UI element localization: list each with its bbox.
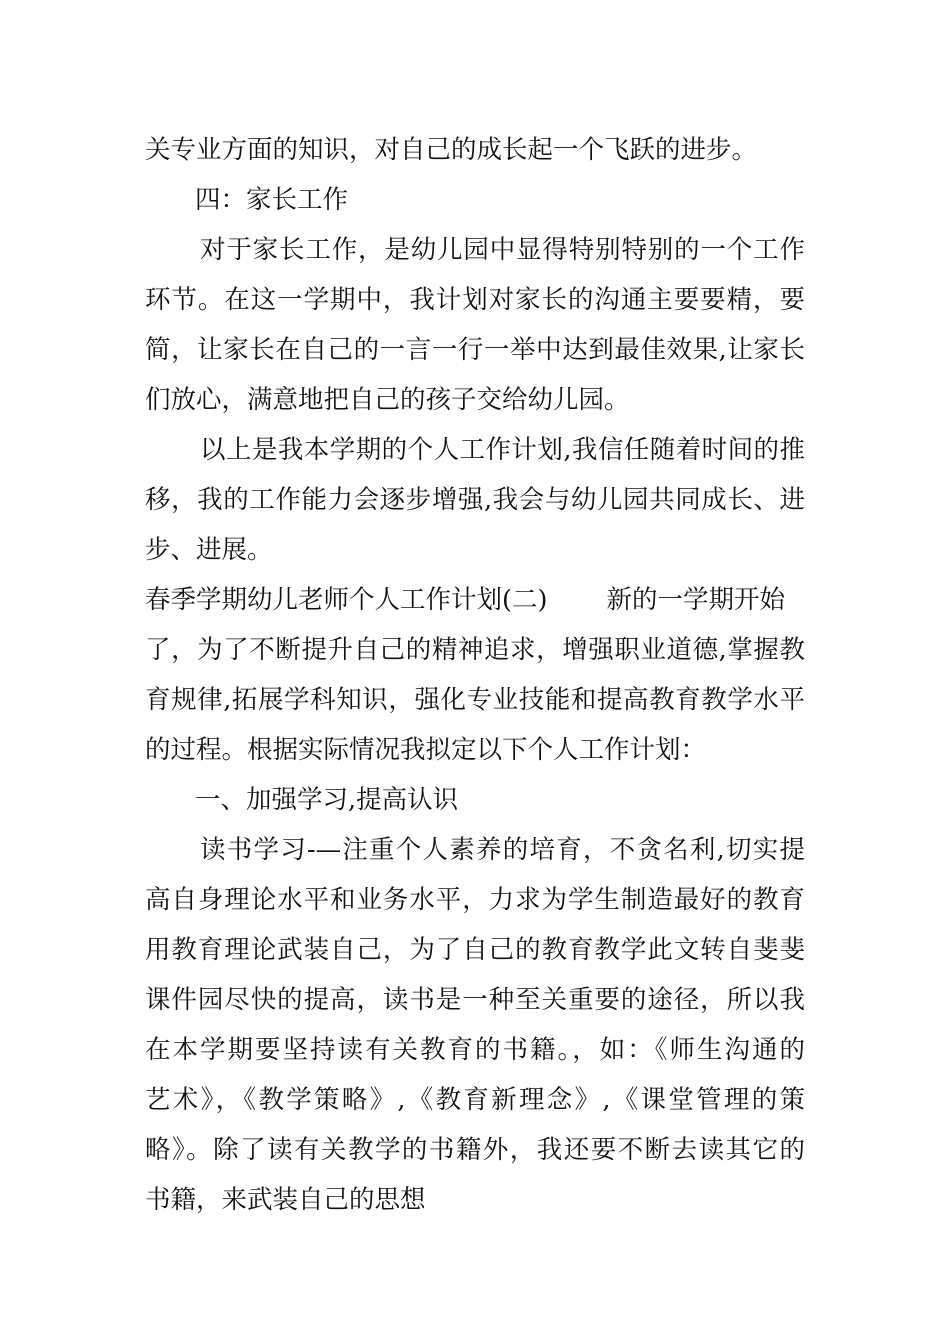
paragraph-line: 步、进展。 bbox=[145, 535, 273, 565]
paragraph-line: 关专业方面的知识，对自己的成长起一个飞跃的进步。 bbox=[145, 135, 758, 165]
document-title-line: 春季学期幼儿老师个人工作计划(二) 新的一学期开始 bbox=[145, 585, 786, 615]
paragraph-line: 高自身理论水平和业务水平，力求为学生制造最好的教育 bbox=[145, 885, 805, 915]
paragraph-line: 艺术》，《教学策略》,《教育新理念》,《课堂管理的策 bbox=[145, 1085, 805, 1115]
paragraph-line: 书籍，来武装自己的思想 bbox=[145, 1185, 426, 1215]
paragraph-line: 的过程。根据实际情况我拟定以下个人工作计划： bbox=[145, 735, 707, 765]
paragraph-line: 育规律,拓展学科知识，强化专业技能和提高教育教学水平 bbox=[145, 685, 805, 715]
paragraph-line: 用教育理论武装自己，为了自己的教育教学此文转自斐斐 bbox=[145, 935, 805, 965]
paragraph-line: 略》。除了读有关教学的书籍外，我还要不断去读其它的 bbox=[145, 1135, 805, 1165]
paragraph-line: 们放心，满意地把自己的孩子交给幼儿园。 bbox=[145, 385, 630, 415]
paragraph-line: 课件园尽快的提高，读书是一种至关重要的途径，所以我 bbox=[145, 985, 805, 1015]
paragraph-line: 移，我的工作能力会逐步增强,我会与幼儿园共同成长、进 bbox=[145, 485, 805, 515]
section-heading-study: 一、加强学习,提高认识 bbox=[195, 785, 459, 815]
paragraph-line: 读书学习-—注重个人素养的培育，不贪名利,切实提 bbox=[200, 835, 805, 865]
paragraph-line: 对于家长工作，是幼儿园中显得特别特别的一个工作 bbox=[200, 235, 805, 265]
section-heading-parent-work: 四：家长工作 bbox=[195, 185, 349, 215]
paragraph-line: 环节。在这一学期中，我计划对家长的沟通主要要精，要 bbox=[145, 285, 805, 315]
paragraph-line: 简，让家长在自己的一言一行一举中达到最佳效果,让家长 bbox=[145, 335, 805, 365]
paragraph-line: 以上是我本学期的个人工作计划,我信任随着时间的推 bbox=[200, 435, 805, 465]
paragraph-line: 了，为了不断提升自己的精神追求，增强职业道德,掌握教 bbox=[145, 635, 805, 665]
paragraph-line: 在本学期要坚持读有关教育的书籍。，如：《师生沟通的 bbox=[145, 1035, 805, 1065]
